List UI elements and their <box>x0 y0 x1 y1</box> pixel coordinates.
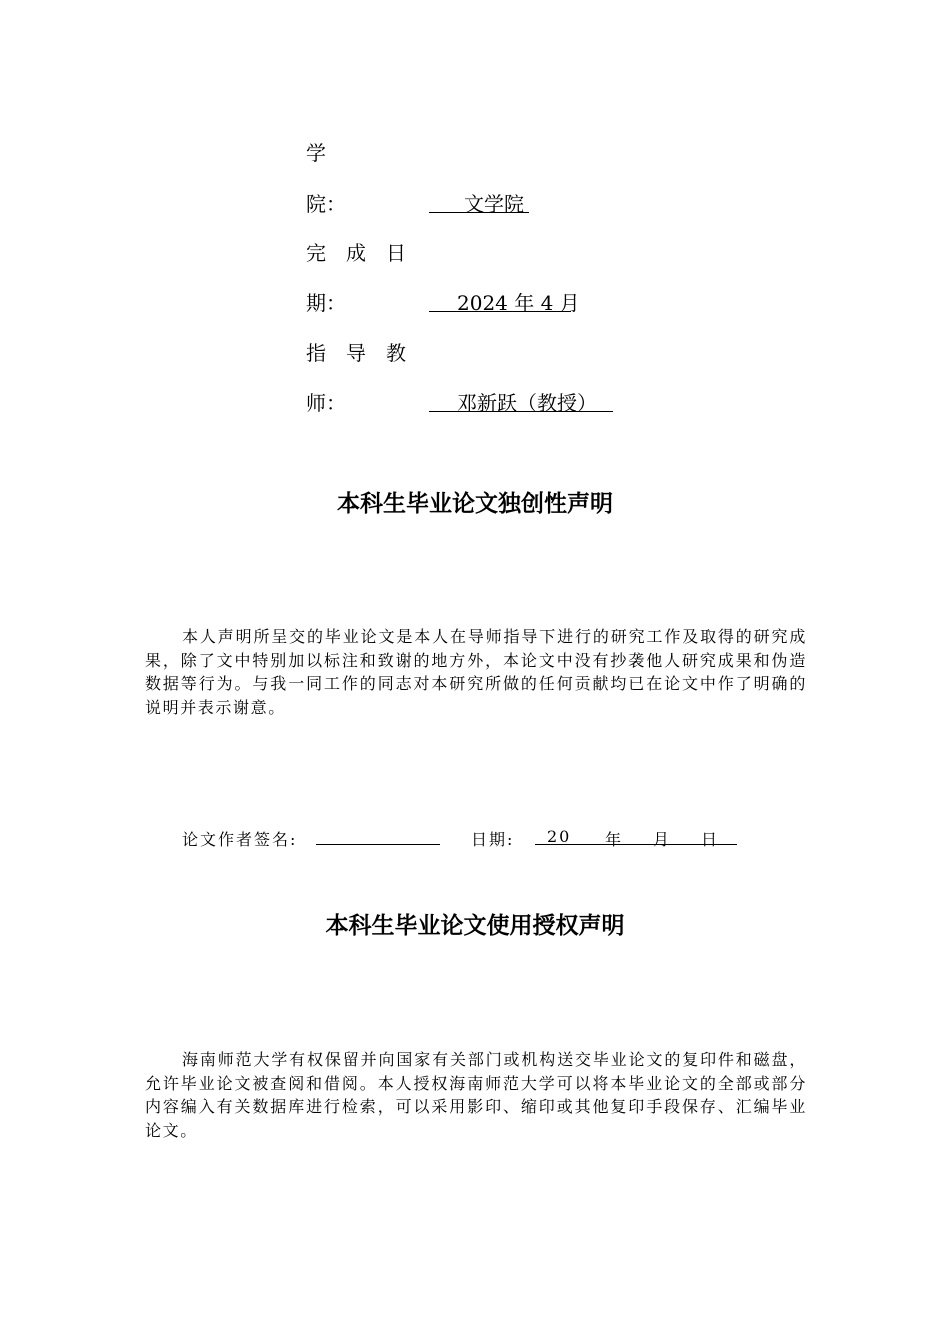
college-value: 文学院 <box>464 192 524 216</box>
signature-date-label: 日期: <box>471 830 515 849</box>
author-signature-label: 论文作者签名: <box>182 830 298 849</box>
date-label-line1: 完 成 日 <box>306 241 406 265</box>
advisor-label-line1: 指 导 教 <box>306 341 406 365</box>
advisor-label-line2: 师： <box>306 391 346 415</box>
college-label-line1: 学 <box>306 141 326 165</box>
originality-body: 本人声明所呈交的毕业论文是本人在导师指导下进行的研究工作及取得的研究成果，除了文中特别加以标注和致谢的地方外，本论文中没有抄袭他人研究成果和伪造数据等行为。与我一同工作的同志对本研究所做的任何贡献均已在论文中作了明确的说明并表示谢意。 <box>145 627 807 717</box>
authorization-title: 本科生毕业论文使用授权声明 <box>325 913 625 939</box>
date-day-char: 日 <box>701 830 720 849</box>
college-label-line2: 院： <box>306 192 346 216</box>
advisor-value-line <box>429 387 613 415</box>
authorization-body: 海南师范大学有权保留并向国家有关部门或机构送交毕业论文的复印件和磁盘，允许毕业论文被查阅和借阅。本人授权海南师范大学可以将本毕业论文的全部或部分内容编入有关数据库进行检索，可以采用影印、缩印或其他复印手段保存、汇编毕业论文。 <box>145 1050 807 1140</box>
signature-date-field[interactable] <box>535 824 737 849</box>
date-label-line2: 期： <box>306 291 346 315</box>
date-value: 2024 年 4 月 <box>457 291 580 315</box>
date-year-prefix: 20 <box>547 827 572 846</box>
author-signature-field[interactable] <box>316 844 440 845</box>
date-month-char: 月 <box>653 830 672 849</box>
date-year-char: 年 <box>605 830 624 849</box>
originality-title: 本科生毕业论文独创性声明 <box>337 491 613 517</box>
advisor-value: 邓新跃（教授） <box>457 391 597 415</box>
date-value-line <box>429 287 580 315</box>
college-value-line <box>429 188 529 216</box>
